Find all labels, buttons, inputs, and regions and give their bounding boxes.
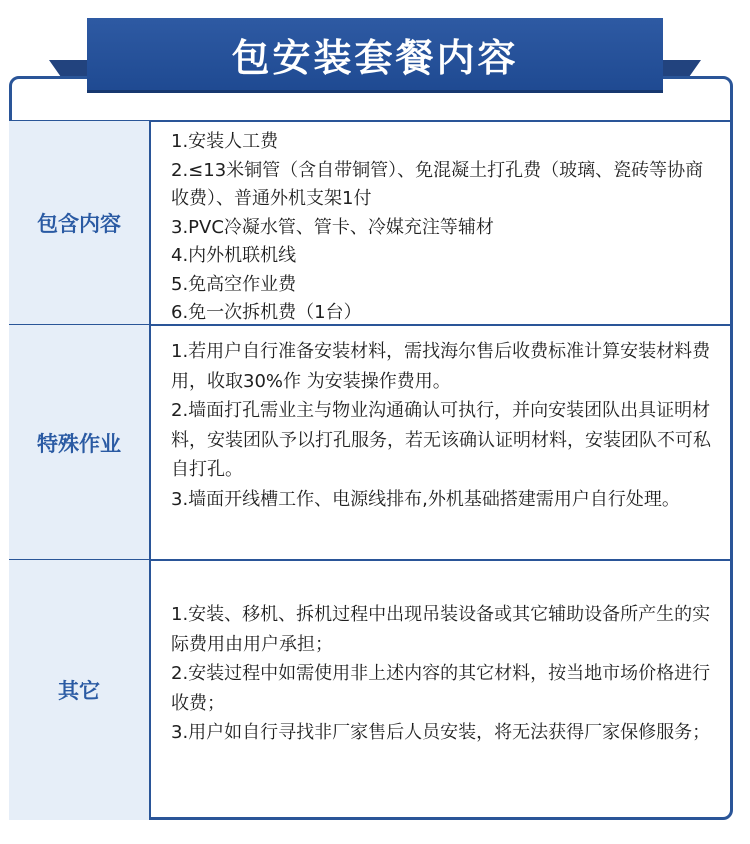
row-content-special xyxy=(151,325,733,560)
list-item: 2.安装过程中如需使用非上述内容的其它材料，按当地市场价格进行收费； xyxy=(171,663,711,714)
list-item: 3.PVC冷凝水管、管卡、冷媒充注等辅材 xyxy=(171,216,494,238)
page-title: 包安装套餐内容 xyxy=(231,35,519,80)
row-content-other xyxy=(151,560,733,820)
table-row-included xyxy=(9,121,733,325)
list-item: 3.用户如自行寻找非厂家售后人员安装，将无法获得厂家保修服务； xyxy=(171,722,711,743)
table-row-other xyxy=(9,560,733,820)
list-item: 5.免高空作业费 xyxy=(171,273,297,295)
list-item: 4.内外机联机线 xyxy=(171,245,297,266)
table-row-special xyxy=(9,325,733,560)
list-item: 1.若用户自行准备安装材料，需找海尔售后收费标准计算安装材料费用，收取30%作 为安装操作费用。 xyxy=(171,341,711,392)
title-banner xyxy=(87,18,663,90)
list-item: 1.安装、移机、拆机过程中出现吊装设备或其它辅助设备所产生的实际费用由用户承担； xyxy=(171,604,711,655)
row-label-other: 其它 xyxy=(9,560,151,820)
list-item: 6.免一次拆机费（1台） xyxy=(171,302,362,323)
row-label-special: 特殊作业 xyxy=(9,325,151,560)
list-item: 3.墙面开线槽工作、电源线排布,外机基础搭建需用户自行处理。 xyxy=(171,488,680,510)
list-item: 2.≤13米铜管（含自带铜管）、免混凝土打孔费（玻璃、瓷砖等协商收费）、普通外机支架1付 xyxy=(171,159,704,209)
row-content-included xyxy=(151,121,733,325)
row-label-included: 包含内容 xyxy=(9,121,151,325)
list-item: 1.安装人工费 xyxy=(171,131,279,152)
list-item: 2.墙面打孔需业主与物业沟通确认可执行，并向安装团队出具证明材料，安装团队予以打孔服务，若无该确认证明材料，安装团队不可私自打孔。 xyxy=(171,400,711,480)
